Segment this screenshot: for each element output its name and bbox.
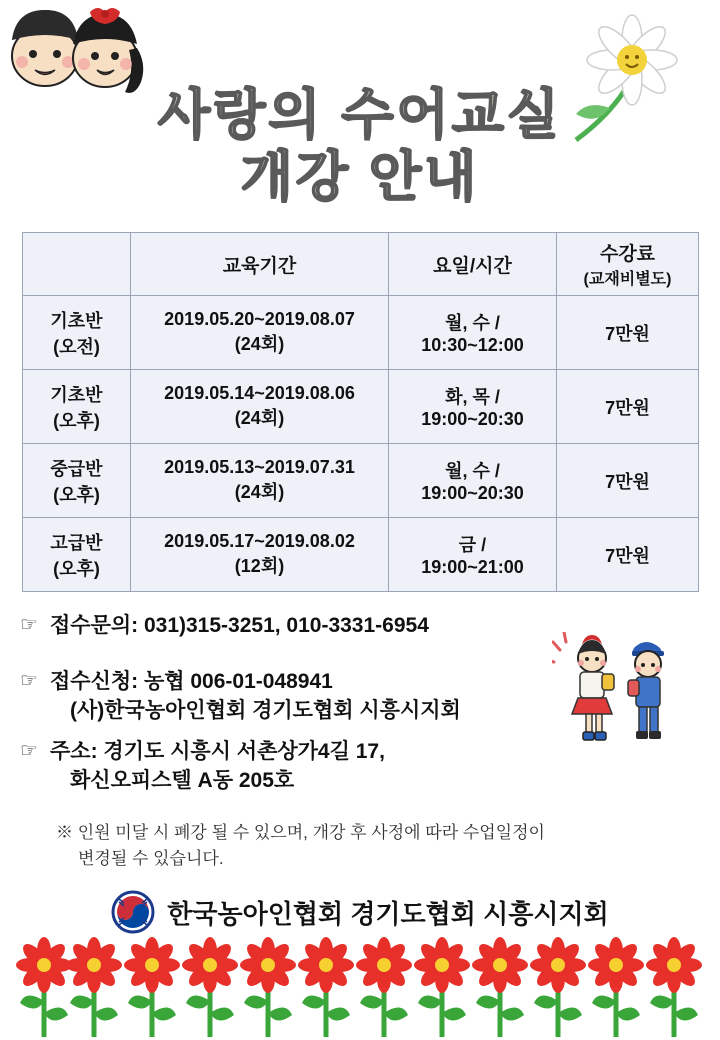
row-day-0: 월, 수 / — [445, 313, 500, 333]
header-fee — [557, 233, 699, 296]
row-time-3: 19:00~21:00 — [421, 557, 524, 577]
row-period-main-0: 2019.05.20~2019.08.07 — [164, 309, 355, 329]
table-row — [23, 370, 699, 444]
row-class-sub-3: (오후) — [53, 558, 100, 579]
pointing-hand-icon: ☞ — [20, 614, 38, 636]
row-fee-1: 7만원 — [557, 370, 699, 444]
contact-info-text: 접수문의: 031)315-3251, 010-3331-6954 — [50, 614, 429, 637]
organization-logo-icon — [111, 890, 155, 934]
title-line-2: 개강 안내 — [240, 147, 480, 208]
row-period-sub-0: (24회) — [234, 334, 285, 354]
row-period-1 — [131, 370, 389, 444]
row-time-1: 19:00~20:30 — [421, 409, 524, 429]
row-period-main-1: 2019.05.14~2019.08.06 — [164, 383, 355, 403]
row-class-1 — [23, 370, 131, 444]
row-period-0 — [131, 296, 389, 370]
header-fee-main: 수강료 — [599, 244, 656, 265]
application-info-row — [20, 668, 580, 726]
row-day-3: 금 / — [458, 535, 487, 555]
schedule-table-wrapper — [22, 232, 698, 592]
pointing-hand-icon: ☞ — [20, 670, 38, 692]
schedule-table — [22, 232, 699, 592]
row-period-sub-3: (12회) — [234, 556, 285, 576]
application-line-1: 접수신청: 농협 006-01-048941 — [50, 670, 333, 693]
row-daytime-3 — [389, 518, 557, 592]
title-line-1: 사랑의 수어교실 — [157, 85, 563, 145]
organization-name: 한국농아인협회 경기도협회 시흥시지회 — [167, 898, 609, 929]
header-day-time: 요일/시간 — [389, 233, 557, 296]
note-line-2: 변경될 수 있습니다. — [78, 848, 224, 868]
row-period-sub-2: (24회) — [234, 482, 285, 502]
row-class-main-1: 기초반 — [50, 384, 103, 405]
row-time-2: 19:00~20:30 — [421, 483, 524, 503]
footer-organization — [0, 890, 720, 934]
row-period-main-3: 2019.05.17~2019.08.02 — [164, 531, 355, 551]
row-fee-3: 7만원 — [557, 518, 699, 592]
row-daytime-2 — [389, 444, 557, 518]
contact-info-row — [20, 612, 580, 641]
row-daytime-0 — [389, 296, 557, 370]
row-time-0: 10:30~12:00 — [421, 335, 524, 355]
application-info-text — [50, 668, 461, 726]
row-period-3 — [131, 518, 389, 592]
address-line-1: 주소: 경기도 시흥시 서촌상가4길 17, — [50, 740, 385, 763]
disclaimer-note — [56, 820, 656, 871]
row-class-main-3: 고급반 — [50, 532, 103, 553]
address-info-text — [50, 738, 385, 796]
pointing-hand-icon: ☞ — [20, 740, 38, 762]
row-period-main-2: 2019.05.13~2019.07.31 — [164, 457, 355, 477]
header-blank — [23, 233, 131, 296]
row-class-sub-0: (오전) — [53, 336, 100, 357]
table-row — [23, 444, 699, 518]
application-line-2: (사)한국농아인협회 경기도협회 시흥시지회 — [70, 698, 461, 722]
address-line-2: 화신오피스텔 A동 205호 — [70, 768, 295, 792]
row-class-main-2: 중급반 — [50, 458, 103, 479]
row-daytime-1 — [389, 370, 557, 444]
row-class-2 — [23, 444, 131, 518]
header-fee-sub: (교재비별도) — [583, 271, 672, 288]
row-fee-0: 7만원 — [557, 296, 699, 370]
row-class-main-0: 기초반 — [50, 310, 103, 331]
flower-border-illustration — [0, 935, 720, 1040]
row-class-3 — [23, 518, 131, 592]
row-fee-2: 7만원 — [557, 444, 699, 518]
address-info-row — [20, 738, 580, 796]
table-row — [23, 518, 699, 592]
page-title — [0, 86, 720, 207]
table-header-row — [23, 233, 699, 296]
walking-children-illustration — [552, 632, 702, 762]
row-class-sub-1: (오후) — [53, 410, 100, 431]
note-line-1: ※ 인원 미달 시 폐강 될 수 있으며, 개강 후 사정에 따라 수업일정이 — [56, 823, 545, 842]
row-day-2: 월, 수 / — [445, 461, 500, 481]
header-period: 교육기간 — [131, 233, 389, 296]
row-class-0 — [23, 296, 131, 370]
table-row — [23, 296, 699, 370]
row-period-2 — [131, 444, 389, 518]
row-class-sub-2: (오후) — [53, 484, 100, 505]
row-period-sub-1: (24회) — [234, 408, 285, 428]
row-day-1: 화, 목 / — [445, 387, 500, 407]
